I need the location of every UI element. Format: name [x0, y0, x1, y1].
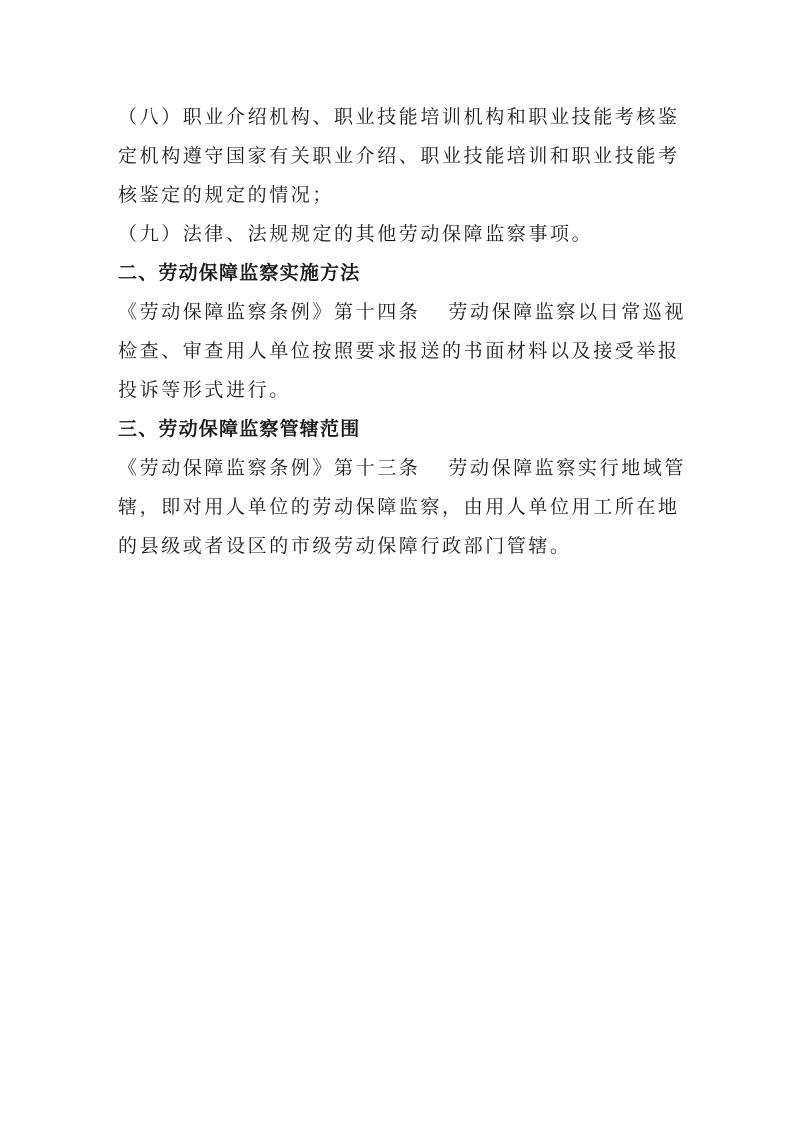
section-3-line-3: 的县级或者设区的市级劳动保障行政部门管辖。: [118, 535, 572, 557]
section-3-article-ref: 《劳动保障监察条例》第十三条: [118, 457, 421, 479]
section-2-line-2: 检查、审查用人单位按照要求报送的书面材料以及接受举报: [118, 340, 680, 362]
section-2-heading: 二、劳动保障监察实施方法: [118, 262, 361, 284]
section-3-heading: 三、劳动保障监察管辖范围: [118, 418, 361, 440]
section-2-article-ref: 《劳动保障监察条例》第十四条: [118, 301, 421, 323]
section-2-line-3: 投诉等形式进行。: [118, 379, 291, 401]
section-2-line-1-text: 劳动保障监察以日常巡视: [448, 301, 687, 323]
item-8-line-3: 核鉴定的规定的情况；: [118, 184, 335, 206]
section-3-line-1: [118, 449, 687, 488]
section-3-line-2: 辖，即对用人单位的劳动保障监察，由用人单位用工所在地: [118, 496, 680, 518]
item-8-line-1: （八）职业介绍机构、职业技能培训机构和职业技能考核鉴: [118, 106, 680, 128]
document-body: [118, 98, 687, 566]
section-2-line-1: [118, 293, 687, 332]
item-9-line-1: （九）法律、法规规定的其他劳动保障监察事项。: [118, 223, 594, 245]
section-3-line-1-text: 劳动保障监察实行地域管: [448, 457, 687, 479]
item-8-line-2: 定机构遵守国家有关职业介绍、职业技能培训和职业技能考: [118, 145, 680, 167]
